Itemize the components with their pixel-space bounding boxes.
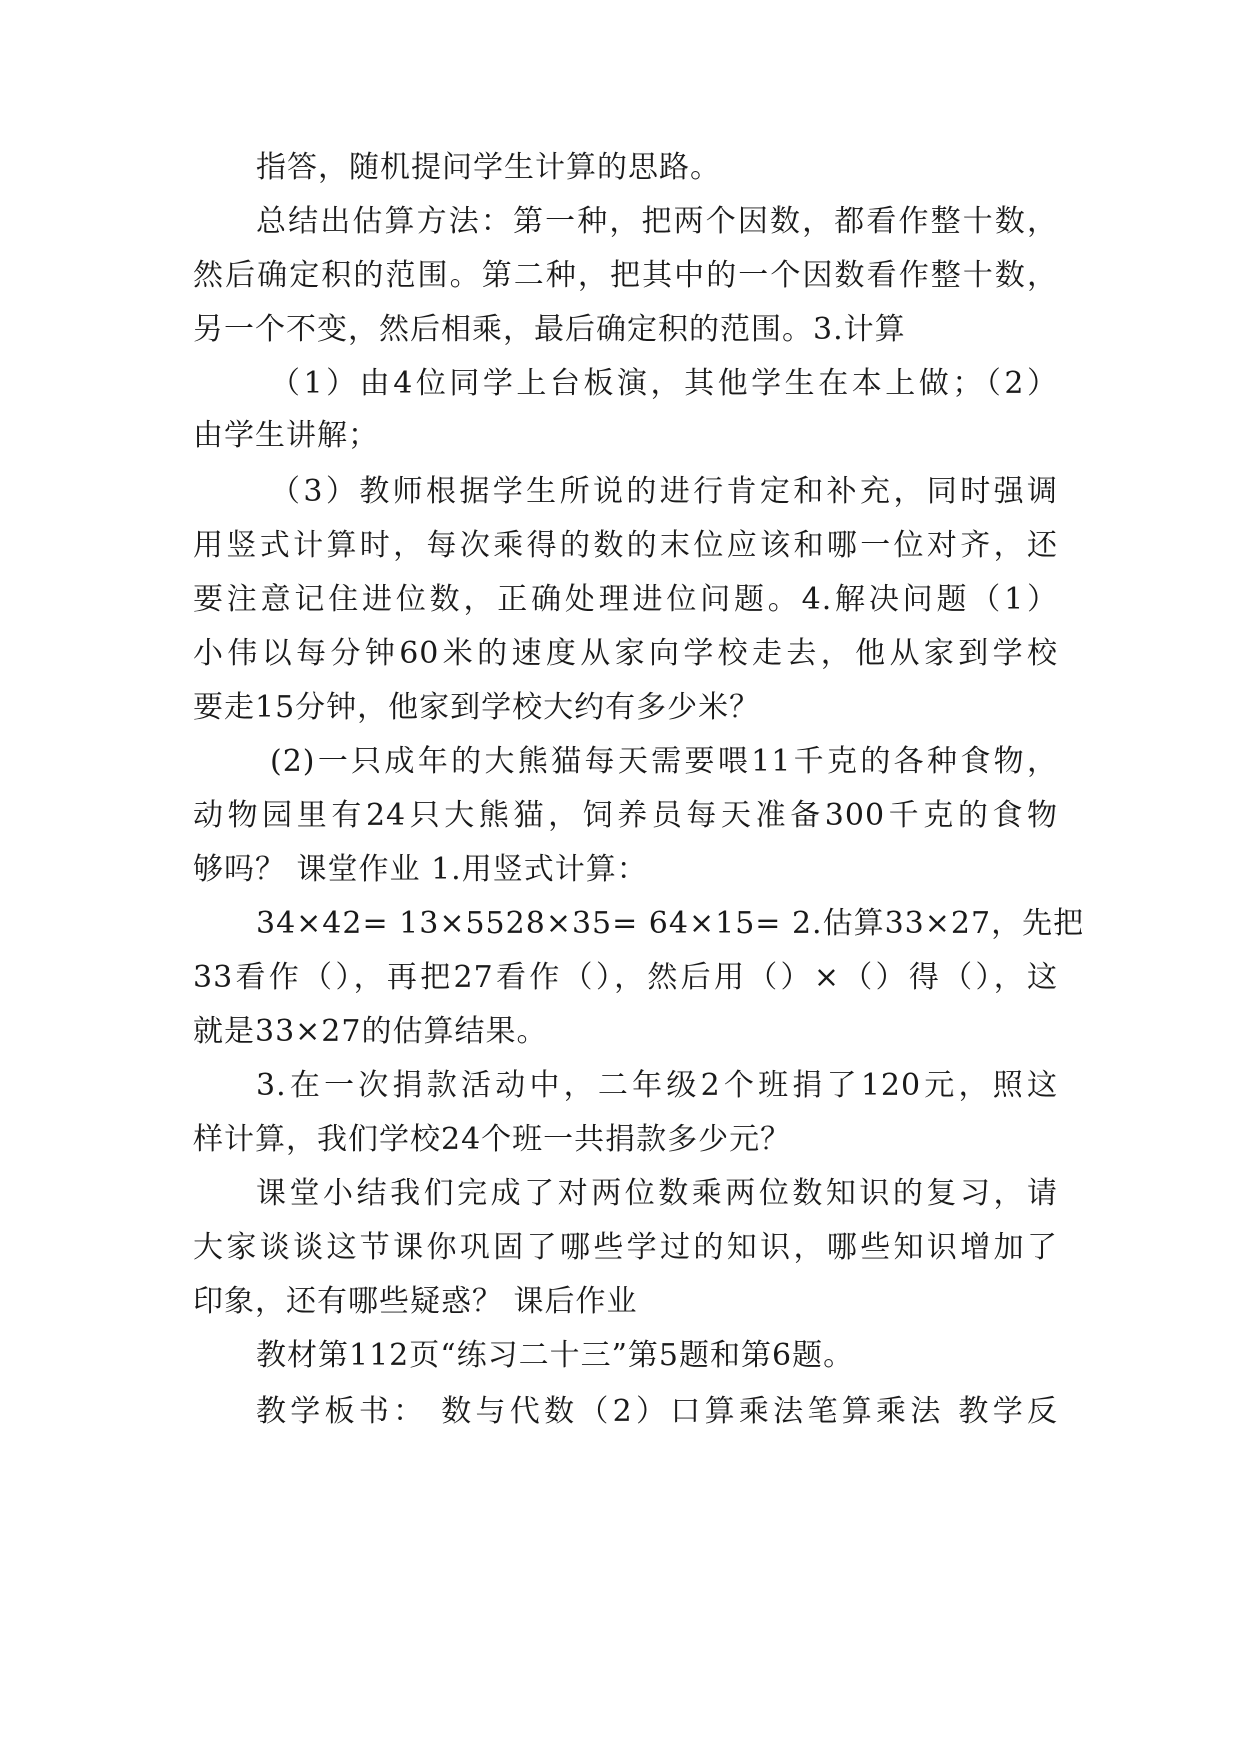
text-line-23: 教材第112页“练习二十三”第5题和第6题。 <box>256 1338 855 1373</box>
text-line-2: 总结出估算方法：第一种，把两个因数，都看作整十数， <box>256 204 1058 239</box>
text-line-13: 动物园里有24只大熊猫，饲养员每天准备300千克的食物 <box>193 798 1058 833</box>
text-line-19: 样计算，我们学校24个班一共捐款多少元？ <box>193 1122 792 1157</box>
text-line-12: (2)一只成年的大熊猫每天需要喂11千克的各种食物， <box>270 744 1058 779</box>
text-line-4: 另一个不变，然后相乘，最后确定积的范围。3.计算 <box>193 312 906 347</box>
text-line-24: 教学板书： 数与代数（2）口算乘法笔算乘法 教学反 <box>256 1394 1058 1429</box>
text-line-6: 由学生讲解； <box>193 418 379 453</box>
text-line-21: 大家谈谈这节课你巩固了哪些学过的知识，哪些知识增加了 <box>193 1230 1058 1265</box>
text-line-10: 小伟以每分钟60米的速度从家向学校走去，他从家到学校 <box>193 636 1058 671</box>
text-line-3: 然后确定积的范围。第二种，把其中的一个因数看作整十数， <box>193 258 1058 293</box>
text-line-22: 印象，还有哪些疑惑？ 课后作业 <box>193 1284 638 1319</box>
text-line-8: 用竖式计算时，每次乘得的数的末位应该和哪一位对齐，还 <box>193 528 1058 563</box>
text-line-5: （1）由4位同学上台板演，其他学生在本上做；（2） <box>270 366 1058 401</box>
text-line-15: 34×42= 13×5528×35= 64×15= 2.估算33×27，先把 <box>256 906 1085 941</box>
text-line-20: 课堂小结我们完成了对两位数乘两位数知识的复习，请 <box>256 1176 1058 1211</box>
text-line-16: 33看作（），再把27看作（），然后用（）×（）得（），这 <box>193 960 1058 995</box>
text-line-18: 3.在一次捐款活动中，二年级2个班捐了120元，照这 <box>256 1068 1058 1103</box>
text-line-1: 指答，随机提问学生计算的思路。 <box>256 150 721 185</box>
text-line-7: （3）教师根据学生所说的进行肯定和补充，同时强调 <box>270 474 1058 509</box>
text-line-14: 够吗？ 课堂作业 1.用竖式计算： <box>193 852 648 887</box>
text-line-11: 要走15分钟，他家到学校大约有多少米？ <box>193 690 761 725</box>
text-line-17: 就是33×27的估算结果。 <box>193 1014 548 1049</box>
text-line-9: 要注意记住进位数，正确处理进位问题。4.解决问题（1） <box>193 582 1058 617</box>
